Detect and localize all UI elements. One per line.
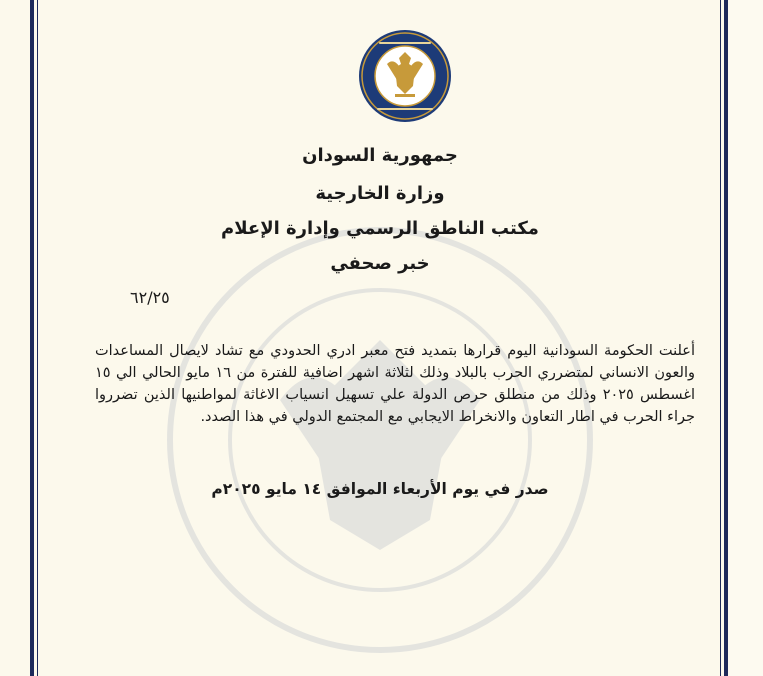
office-heading: مكتب الناطق الرسمي وإدارة الإعلام xyxy=(221,218,539,239)
ministry-seal-logo xyxy=(357,28,453,124)
page-margin-strip xyxy=(728,0,763,676)
reference-number: ٦٢/٢٥ xyxy=(130,288,170,307)
left-border-thin xyxy=(37,0,38,676)
document-type-heading: خبر صحفي xyxy=(330,253,430,274)
country-heading: جمهورية السودان xyxy=(302,145,458,166)
ministry-heading: وزارة الخارجية xyxy=(315,183,445,204)
left-border-thick xyxy=(30,0,34,676)
right-border-thin xyxy=(720,0,721,676)
issue-date-line: صدر في يوم الأربعاء الموافق ١٤ مايو ٢٠٢٥م xyxy=(211,480,549,498)
watermark-seal-icon xyxy=(160,220,600,660)
press-release-body: أعلنت الحكومة السودانية اليوم قرارها بتمديد فتح معبر ادري الحدودي مع تشاد لايصال المساعدات والعون الانساني لمتضرري الحرب بالبلاد وذلك لثلاثة اشهر اضافية للفترة من ١٦ مايو الحالي الي ١٥ اغسطس ٢٠٢٥ وذلك من منطلق حرص الدولة علي تسهيل انسياب الاغاثة لمواطنيها الذين تضرروا جراء الحرب في اطار التعاون والانخراط الايجابي مع المجتمع الدولي في هذا الصدد. xyxy=(95,343,695,425)
